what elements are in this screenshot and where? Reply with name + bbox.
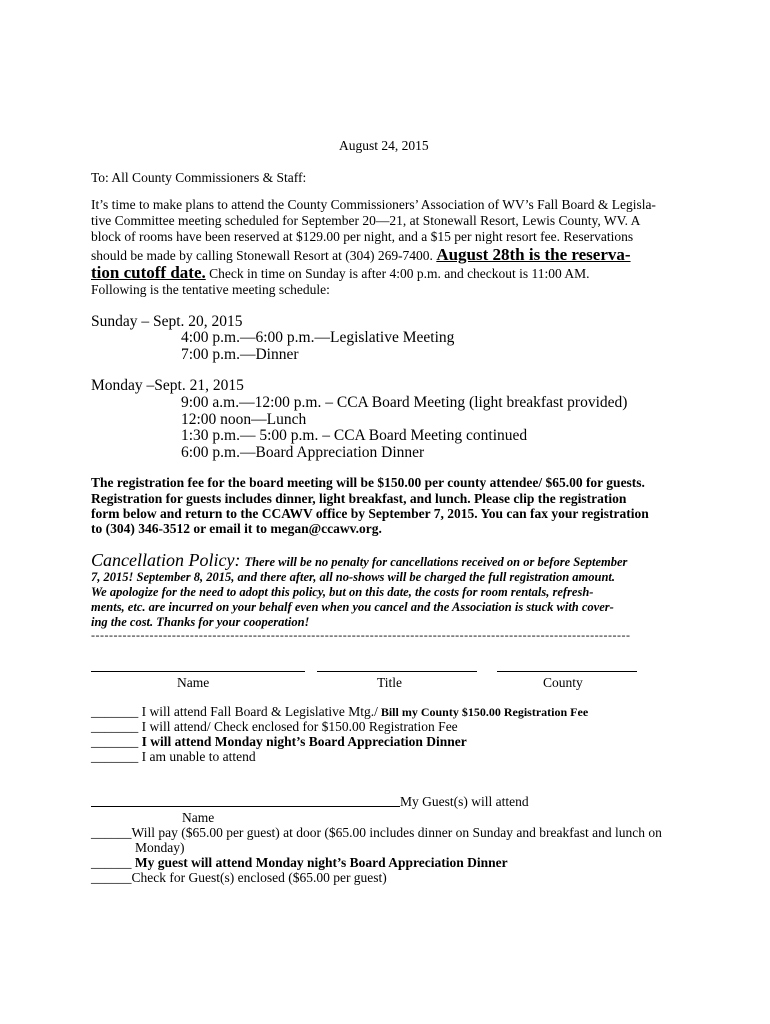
option-attend-bill-county[interactable] bbox=[91, 704, 588, 720]
option-text: Will pay ($65.00 per guest) at door ($65.00 includes dinner on Sunday and breakfast and lunch on bbox=[131, 825, 662, 840]
option-text: I am unable to attend bbox=[138, 749, 256, 764]
cancellation-first-line bbox=[91, 550, 627, 571]
cutoff-notice-b: tion cutoff date. bbox=[91, 263, 206, 282]
sunday-heading: Sunday – Sept. 20, 2015 bbox=[91, 313, 243, 330]
intro-line-6: Following is the tentative meeting schedule: bbox=[91, 282, 330, 297]
cut-line: ------------------------------------------------------------------------------------------------------------------------ bbox=[91, 628, 631, 642]
checkbox-blank[interactable]: ______ bbox=[91, 825, 132, 840]
registration-line-3: form below and return to the CCAWV office by September 7, 2015. You can fax your registration bbox=[91, 506, 649, 521]
cancellation-line: We apologize for the need to adopt this policy, but on this date, the costs for room rentals, refresh- bbox=[91, 585, 594, 599]
checkbox-blank[interactable]: _______ bbox=[91, 719, 139, 734]
option-guest-pay-at-door[interactable] bbox=[91, 825, 662, 841]
guest-attend-label: My Guest(s) will attend bbox=[400, 794, 529, 809]
schedule-item: 6:00 p.m.—Board Appreciation Dinner bbox=[181, 444, 425, 461]
cancellation-heading: Cancellation Policy: bbox=[91, 550, 241, 570]
option-text-bold: Bill my County $150.00 Registration Fee bbox=[377, 705, 589, 719]
checkbox-blank[interactable]: _______ bbox=[91, 704, 139, 719]
checkin-text: Check in time on Sunday is after 4:00 p.m. and checkout is 11:00 AM. bbox=[205, 266, 590, 281]
guest-pay-continued: Monday) bbox=[135, 840, 185, 855]
county-field[interactable] bbox=[497, 671, 637, 672]
guest-name-field[interactable] bbox=[91, 806, 400, 807]
intro-line-5 bbox=[91, 265, 590, 282]
salutation: To: All County Commissioners & Staff: bbox=[91, 170, 307, 185]
option-attend-dinner[interactable] bbox=[91, 734, 467, 750]
cancellation-text-1: There will be no penalty for cancellations received on or before September bbox=[244, 555, 628, 569]
name-field[interactable] bbox=[91, 671, 305, 672]
intro-line-4 bbox=[91, 247, 631, 264]
intro-line-3: block of rooms have been reserved at $129.00 per night, and a $15 per night resort fee. Reservations bbox=[91, 229, 634, 244]
county-label: County bbox=[543, 675, 583, 690]
option-text: I will attend Monday night’s Board Appreciation Dinner bbox=[138, 734, 467, 749]
cancellation-line: ments, etc. are incurred on your behalf even when you cancel and the Association is stuck with cover- bbox=[91, 600, 614, 614]
option-unable-to-attend[interactable] bbox=[91, 749, 256, 765]
option-text: My guest will attend Monday night’s Board Appreciation Dinner bbox=[131, 855, 508, 870]
option-text: I will attend Fall Board & Legislative Mtg./ bbox=[138, 704, 378, 719]
intro-line-1: It’s time to make plans to attend the County Commissioners’ Association of WV’s Fall Board & Legisla- bbox=[91, 197, 656, 212]
name-label: Name bbox=[177, 675, 210, 690]
monday-heading: Monday –Sept. 21, 2015 bbox=[91, 377, 244, 394]
option-attend-check-enclosed[interactable] bbox=[91, 719, 458, 735]
guest-name-label: Name bbox=[182, 810, 215, 825]
schedule-item: 12:00 noon—Lunch bbox=[181, 411, 307, 428]
checkbox-blank[interactable]: ______ bbox=[91, 855, 132, 870]
registration-line-1: The registration fee for the board meeting will be $150.00 per county attendee/ $65.00 for guests. bbox=[91, 475, 645, 490]
option-text: I will attend/ Check enclosed for $150.00 Registration Fee bbox=[138, 719, 458, 734]
schedule-item: 9:00 a.m.—12:00 p.m. – CCA Board Meeting (light breakfast provided) bbox=[181, 394, 628, 411]
cancellation-line: ing the cost. Thanks for your cooperation! bbox=[91, 615, 310, 629]
title-label: Title bbox=[377, 675, 403, 690]
schedule-item: 1:30 p.m.— 5:00 p.m. – CCA Board Meeting continued bbox=[181, 427, 528, 444]
title-field[interactable] bbox=[317, 671, 477, 672]
schedule-item: 7:00 p.m.—Dinner bbox=[181, 346, 299, 363]
option-text: Check for Guest(s) enclosed ($65.00 per guest) bbox=[131, 870, 387, 885]
checkbox-blank[interactable]: ______ bbox=[91, 870, 132, 885]
registration-line-4: to (304) 346-3512 or email it to megan@ccawv.org. bbox=[91, 521, 382, 536]
cancellation-line: 7, 2015! September 8, 2015, and there after, all no-shows will be charged the full registration amount. bbox=[91, 570, 616, 584]
registration-line-2: Registration for guests includes dinner, light breakfast, and lunch. Please clip the registration bbox=[91, 491, 627, 506]
intro-line-4-text: should be made by calling Stonewall Resort at (304) 269-7400. bbox=[91, 248, 433, 263]
option-guest-check-enclosed[interactable] bbox=[91, 870, 387, 886]
checkbox-blank[interactable]: _______ bbox=[91, 749, 139, 764]
schedule-item: 4:00 p.m.—6:00 p.m.—Legislative Meeting bbox=[181, 329, 455, 346]
cutoff-notice-a: August 28th is the reserva- bbox=[436, 245, 631, 264]
letter-date: August 24, 2015 bbox=[339, 138, 429, 153]
option-guest-dinner[interactable] bbox=[91, 855, 508, 871]
intro-line-2: tive Committee meeting scheduled for September 20—21, at Stonewall Resort, Lewis County, WV. A bbox=[91, 213, 641, 228]
checkbox-blank[interactable]: _______ bbox=[91, 734, 139, 749]
